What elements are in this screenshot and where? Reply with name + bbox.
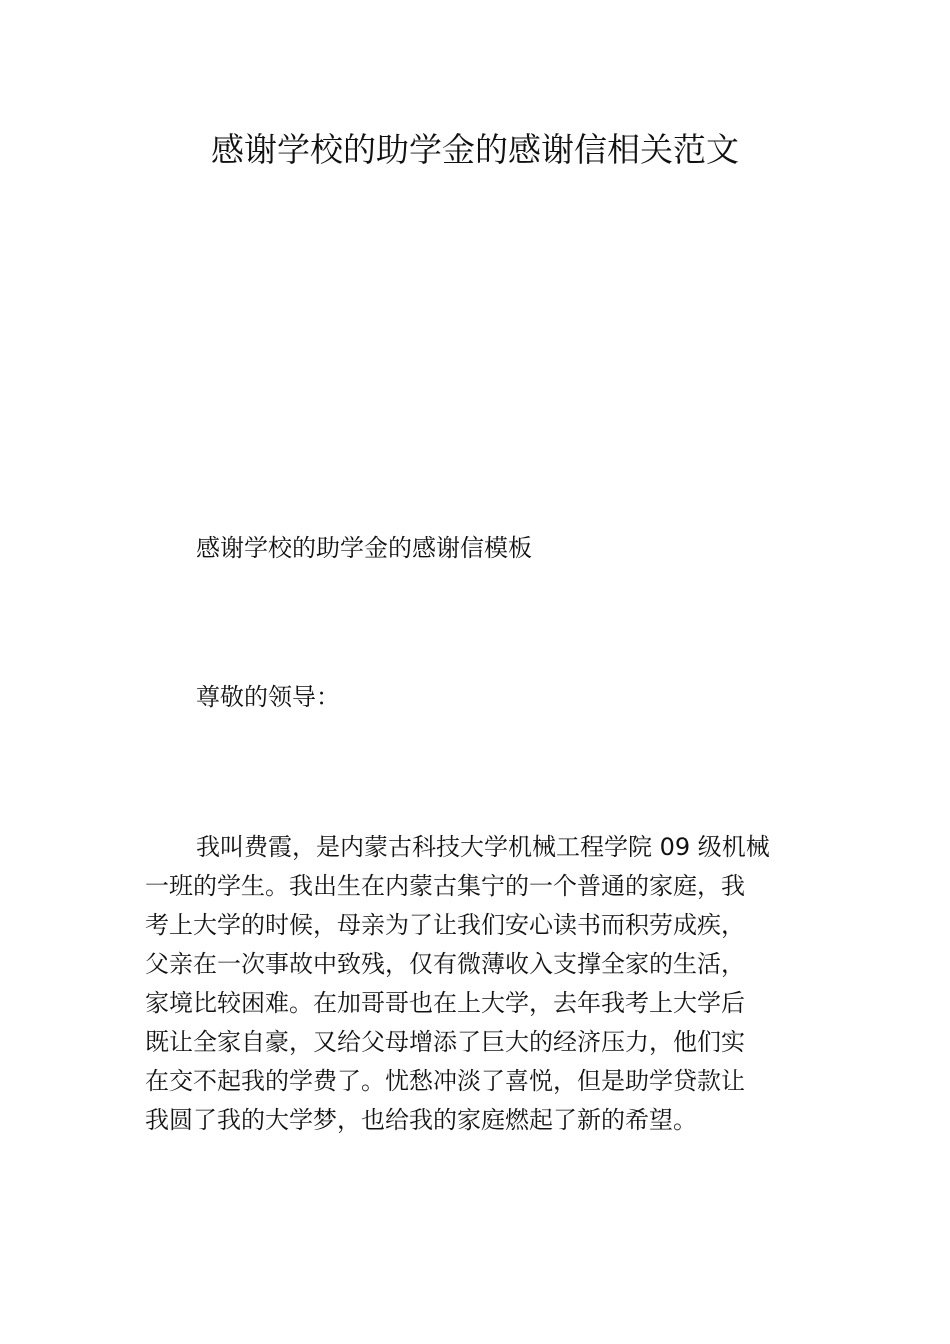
letter-body-paragraph xyxy=(145,828,808,1140)
paragraph-line: 家境比较困难。在加哥哥也在上大学，去年我考上大学后 xyxy=(145,989,745,1017)
document-subtitle: 感谢学校的助学金的感谢信模板 xyxy=(196,534,532,562)
paragraph-line: 我圆了我的大学梦，也给我的家庭燃起了新的希望。 xyxy=(145,1106,697,1134)
document-title: 感谢学校的助学金的感谢信相关范文 xyxy=(211,130,739,169)
paragraph-line: 父亲在一次事故中致残，仅有微薄收入支撑全家的生活， xyxy=(145,950,745,978)
paragraph-line: 在交不起我的学费了。忧愁冲淡了喜悦，但是助学贷款让 xyxy=(145,1067,745,1095)
paragraph-line: 考上大学的时候，母亲为了让我们安心读书而积劳成疾， xyxy=(145,911,745,939)
letter-salutation: 尊敬的领导： xyxy=(196,683,340,711)
paragraph-line: 一班的学生。我出生在内蒙古集宁的一个普通的家庭，我 xyxy=(145,872,745,900)
paragraph-line: 既让全家自豪，又给父母增添了巨大的经济压力，他们实 xyxy=(145,1028,745,1056)
paragraph-line: 我叫费霞，是内蒙古科技大学机械工程学院 09 级机械 xyxy=(196,833,770,861)
